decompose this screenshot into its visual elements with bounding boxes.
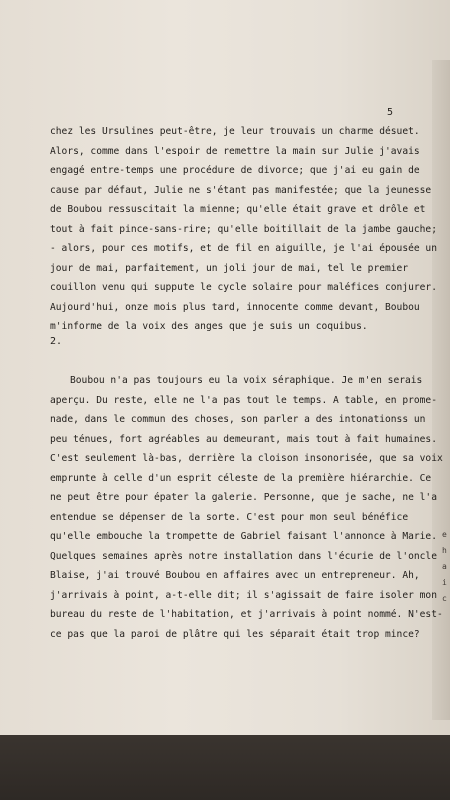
margin-letter: h — [442, 546, 447, 555]
margin-letter: c — [442, 594, 447, 603]
margin-letters — [442, 527, 450, 607]
table-edge — [0, 735, 450, 800]
text-line: Alors, comme dans l'espoir de remettre la main sur Julie j'avais — [50, 145, 420, 157]
text-line: - alors, pour ces motifs, et de fil en aiguille, je l'ai épousée un — [50, 243, 437, 254]
page-number: 5 — [387, 107, 394, 118]
paragraph-2 — [50, 371, 443, 644]
margin-letter: e — [442, 530, 447, 539]
text-line: ne peut être pour épater la galerie. Personne, que je sache, ne l'a — [50, 492, 437, 503]
text-line: Boubou n'a pas toujours eu la voix séraphique. Je m'en serais — [70, 375, 423, 386]
text-line: ce pas que la paroi de plâtre qui les séparait était trop mince? — [50, 628, 420, 640]
text-line: bureau du reste de l'habitation, et j'arrivais à point nommé. N'est- — [50, 609, 443, 620]
text-line: emprunte à celle d'un esprit céleste de la première hiérarchie. Ce — [50, 472, 432, 484]
margin-letter: a — [442, 562, 447, 571]
text-line: m'informe de la voix des anges que je suis un coquibus. — [50, 321, 368, 332]
text-line: C'est seulement là-bas, derrière la cloison insonorisée, que sa voix — [50, 453, 443, 464]
text-line: nade, dans le commun des choses, son parler a des intonationss un — [50, 414, 426, 425]
text-line: chez les Ursulines peut-être, je leur trouvais un charme désuet. — [50, 126, 420, 137]
paragraph-1 — [50, 122, 437, 337]
text-line: tout à fait pince-sans-rire; qu'elle boitillait de la jambe gauche; — [50, 223, 437, 235]
section-number: 2. — [50, 336, 63, 347]
text-line: entendue se dépenser de la sorte. C'est pour mon seul bénéfice — [50, 511, 409, 523]
text-line: j'arrivais à point, a-t-elle dit; il s'agissait de faire isoler mon — [50, 589, 437, 601]
text-line: qu'elle embouche la trompette de Gabriel faisant l'annonce à Marie. — [50, 531, 437, 542]
text-line: Aujourd'hui, onze mois plus tard, innocente comme devant, Boubou — [50, 301, 420, 313]
text-line: couillon venu qui suppute le cycle solaire pour maléfices conjurer. — [50, 282, 437, 293]
text-line: Quelques semaines après notre installation dans l'écurie de l'oncle — [50, 550, 437, 562]
text-line: de Boubou ressuscitait la mienne; qu'elle était grave et drôle et — [50, 204, 426, 215]
text-line: peu ténues, fort agréables au demeurant, mais tout à fait humaines. — [50, 433, 437, 445]
text-line: engagé entre-temps une procédure de divorce; que j'ai eu gain de — [50, 165, 420, 176]
text-line: aperçu. Du reste, elle ne l'a pas tout le temps. A table, en prome- — [50, 394, 437, 406]
text-line: cause par défaut, Julie ne s'étant pas manifestée; que la jeunesse — [50, 184, 432, 196]
margin-letter: i — [442, 578, 447, 587]
text-line: Blaise, j'ai trouvé Boubou en affaires avec un entrepreneur. Ah, — [50, 570, 420, 581]
text-line: jour de mai, parfaitement, un joli jour de mai, tel le premier — [50, 262, 409, 274]
